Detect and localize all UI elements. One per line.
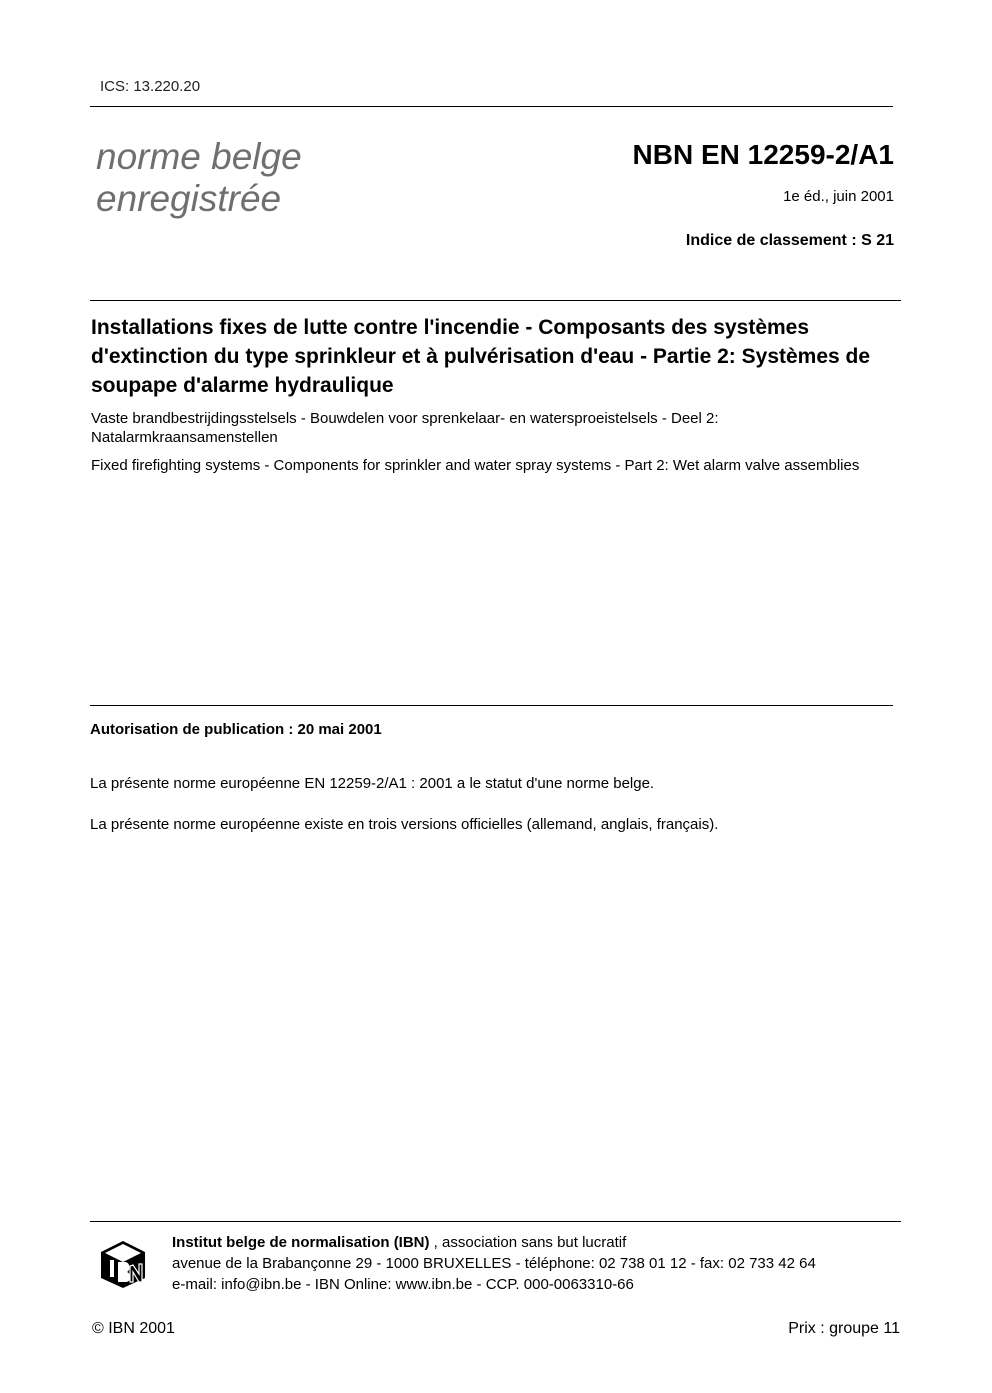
publication-authorization: Autorisation de publication : 20 mai 2001 xyxy=(90,721,382,738)
footer-divider xyxy=(90,1221,901,1222)
institute-contact: e-mail: info@ibn.be - IBN Online: www.ibn.be - CCP. 000-0063310-66 xyxy=(172,1276,634,1293)
institute-block xyxy=(172,1232,816,1295)
price-group: Prix : groupe 11 xyxy=(788,1320,900,1337)
title-dutch: Vaste brandbestrijdingsstelsels - Bouwdelen voor sprenkelaar- en watersproeistelsels - Deel 2: Natalarmkraansamenstellen xyxy=(91,410,719,446)
standard-number: NBN EN 12259-2/A1 xyxy=(632,139,894,170)
status-paragraph: La présente norme européenne EN 12259-2/A1 : 2001 a le statut d'une norme belge. xyxy=(90,775,655,792)
edition: 1e éd., juin 2001 xyxy=(783,188,894,205)
versions-paragraph: La présente norme européenne existe en trois versions officielles (allemand, anglais, français). xyxy=(90,816,719,833)
title-english: Fixed firefighting systems - Components for sprinkler and water spray systems - Part 2: Wet alarm valve assemblies xyxy=(91,457,860,474)
institute-address: avenue de la Brabançonne 29 - 1000 BRUXELLES - téléphone: 02 738 01 12 - fax: 02 733 42 64 xyxy=(172,1255,816,1272)
top-divider xyxy=(90,106,893,107)
classification-index: Indice de classement : S 21 xyxy=(685,232,894,249)
brand-line-2: enregistrée xyxy=(96,178,282,219)
title-french: Installations fixes de lutte contre l'incendie - Composants des systèmes d'extinction du type sprinkleur et à pulvérisation d'eau - Partie 2: Systèmes de soupape d'alarme hydraulique xyxy=(91,316,871,397)
institute-suffix: , association sans but lucratif xyxy=(429,1234,627,1251)
copyright: © IBN 2001 xyxy=(92,1320,175,1337)
body-divider xyxy=(90,705,893,706)
institute-line xyxy=(172,1232,816,1253)
ibn-logo-icon xyxy=(97,1238,149,1290)
brand-mark xyxy=(96,136,302,220)
institute-name: Institut belge de normalisation (IBN) xyxy=(172,1234,430,1251)
ics-code: ICS: 13.220.20 xyxy=(100,78,201,95)
brand-line-1: norme belge xyxy=(96,136,302,177)
title-divider xyxy=(90,300,901,301)
